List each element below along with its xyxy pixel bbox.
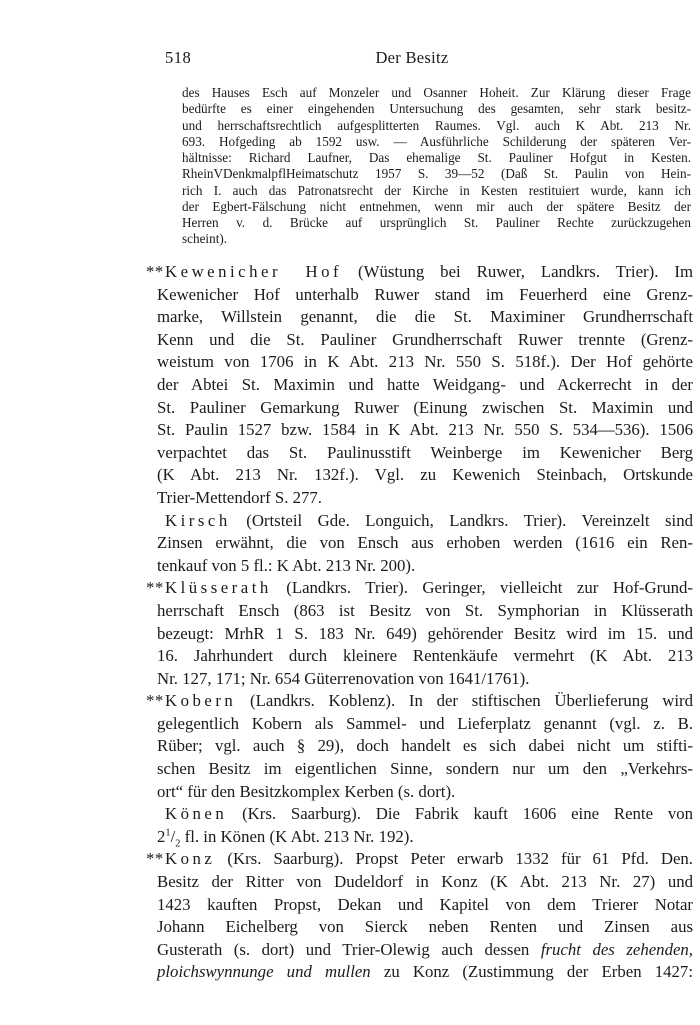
- text-segment: Besitz der Ritter von Dudeldorf in Konz (K Abt. 213 Nr. 27) und: [157, 872, 693, 892]
- text-segment: bezeugt: MrhR 1 S. 183 Nr. 649) gehörender Besitz wird im 15. und: [157, 623, 693, 643]
- text-line: [157, 600, 693, 623]
- text-segment: 1: [165, 827, 171, 839]
- text-segment: (Krs. Saarburg). Propst Peter erwarb 1332 für 61 Pfd. Den.: [215, 849, 693, 869]
- text-segment: St. Pauliner Gemarkung Ruwer (Einung zwischen St. Maximin und: [157, 397, 693, 417]
- text-line: [182, 215, 691, 231]
- text-line: [157, 916, 693, 939]
- text-segment: 2: [157, 826, 166, 846]
- text-line: [157, 668, 693, 691]
- text-line: [157, 510, 693, 533]
- text-segment: 693. Hofgeding ab 1592 usw. — Ausführliche Schilderung der späteren Ver-: [182, 133, 691, 149]
- text-segment: der Egbert-Fälschung nicht entnehmen, wenn mir auch der spätere Besitz der: [182, 198, 691, 214]
- text-segment: fl. in Könen (K Abt. 213 Nr. 192).: [180, 826, 414, 846]
- text-segment: Trier-Mettendorf S. 277.: [157, 487, 322, 507]
- text-segment: rich I. auch das Patronatsrecht der Kirche in Kesten restituiert wurde, kann ich: [182, 182, 691, 198]
- text-line: [157, 623, 693, 646]
- text-line: [157, 442, 693, 465]
- text-segment: ploichswynnunge und mullen: [157, 962, 371, 982]
- text-line: [157, 803, 693, 826]
- text-line: [157, 735, 693, 758]
- text-line: [157, 758, 693, 781]
- text-segment: schen Besitz im eigentlichen Sinne, sondern nur um den „Verkehrs-: [157, 759, 693, 779]
- text-segment: RheinVDenkmalpflHeimatschutz 1957 S. 39—52 (Daß St. Paulin von Hein-: [182, 166, 691, 182]
- text-line: [182, 166, 691, 182]
- text-segment: (Krs. Saarburg). Die Fabrik kauft 1606 eine Rente von: [227, 804, 693, 824]
- text-line: [182, 183, 691, 199]
- entry-name: Kobern: [165, 691, 237, 711]
- text-line: [157, 826, 693, 849]
- text-segment: und herrschaftsrechtlich aufgesplitterten Raumes. Vgl. auch K Abt. 213 Nr.: [182, 117, 691, 133]
- text-line: [157, 487, 693, 510]
- text-segment: ort“ für den Besitzkomplex Kerben (s. dort).: [157, 781, 456, 801]
- entry-konz: [146, 848, 693, 984]
- page-header: [157, 48, 693, 67]
- text-segment: bedürfte es einer eingehenden Untersuchung des gesamten, sehr stark besitz-: [182, 101, 691, 117]
- text-segment: der Abtei St. Maximin und hatte Weidgang- und Ackerrecht in der: [157, 374, 693, 394]
- text-segment: herrschaft Ensch (863 ist Besitz von St. Symphorian in Klüsserath: [157, 600, 693, 620]
- text-segment: 1423 kauften Propst, Dekan und Kapitel von dem Trierer Notar: [157, 894, 693, 914]
- entry-kirsch: [157, 510, 693, 578]
- text-segment: Herren v. d. Brücke auf ursprünglich St. Pauliner Rechte zurückzugehen: [182, 215, 691, 230]
- text-line: [157, 306, 693, 329]
- text-line: [157, 374, 693, 397]
- text-segment: Gusterath (s. dort) und Trier-Olewig auch dessen: [157, 939, 541, 959]
- entry-kobern: [146, 690, 693, 803]
- text-segment: Rüber; vgl. auch § 29), doch handelt es sich dabei nicht um stifti-: [157, 736, 693, 756]
- text-line: [157, 848, 693, 871]
- text-line: [157, 464, 693, 487]
- entries-section: [146, 261, 693, 984]
- text-segment: tenkauf von 5 fl.: K Abt. 213 Nr. 200).: [157, 555, 416, 575]
- text-segment: des Hauses Esch auf Monzeler und Osanner Hoheit. Zur Klärung dieser Frage: [182, 85, 691, 100]
- entry-name: Kewenicher Hof: [165, 262, 343, 281]
- text-line: [157, 961, 693, 984]
- text-line: [157, 351, 693, 374]
- text-line: [182, 101, 691, 117]
- text-line: [157, 690, 693, 713]
- text-line: [157, 397, 693, 420]
- text-segment: 16. Jahrhundert durch kleinere Rentenkäufe vermehrt (K Abt. 213: [157, 646, 693, 666]
- text-segment: Johann Eichelberg von Sierck neben Renten und Zinsen aus: [157, 917, 693, 937]
- text-line: [157, 284, 693, 307]
- text-segment: (Wüstung bei Ruwer, Landkrs. Trier). Im: [342, 262, 693, 281]
- text-line: [157, 555, 693, 578]
- text-segment: frucht des zehenden,: [540, 939, 693, 959]
- entry-name: Könen: [165, 804, 228, 824]
- entry-marker: **: [146, 691, 164, 711]
- text-line: [157, 532, 693, 555]
- text-segment: marke, Willstein genannt, die die St. Maximiner Grundherrschaft: [157, 307, 693, 327]
- text-segment: weistum von 1706 in K Abt. 213 Nr. 550 S. 518f.). Der Hof gehörte: [157, 352, 693, 372]
- entry-name: Konz: [165, 849, 216, 869]
- text-segment: Kewenicher Hof unterhalb Ruwer stand im Feuerherd eine Grenz-: [157, 284, 693, 304]
- text-line: [182, 150, 691, 166]
- text-line: [182, 199, 691, 215]
- entry-marker: **: [146, 849, 164, 869]
- text-line: [157, 577, 693, 600]
- entry-marker: **: [146, 578, 164, 598]
- text-line: [157, 713, 693, 736]
- text-line: [157, 645, 693, 668]
- text-line: [182, 134, 691, 150]
- text-line: [182, 231, 691, 247]
- text-segment: (Ortsteil Gde. Longuich, Landkrs. Trier). Vereinzelt sind: [230, 510, 693, 530]
- entry-marker: **: [146, 262, 164, 281]
- page-number: 518: [165, 48, 192, 67]
- text-segment: verpachtet das St. Paulinusstift Weinberge im Kewenicher Berg: [157, 442, 693, 462]
- text-line: [182, 118, 691, 134]
- text-segment: (K Abt. 213 Nr. 132f.). Vgl. zu Kewenich Steinbach, Ortskunde: [157, 465, 693, 485]
- entry-koenen: [157, 803, 693, 848]
- entry-name: Klüsserath: [165, 578, 272, 598]
- text-segment: Nr. 127, 171; Nr. 654 Güterrenovation von 1641/1761).: [157, 668, 530, 688]
- text-segment: 2: [175, 838, 181, 850]
- text-segment: gelegentlich Kobern als Sammel- und Lieferplatz genannt (vgl. z. B.: [157, 713, 693, 733]
- text-segment: (Landkrs. Koblenz). In der stiftischen Überlieferung wird: [236, 691, 693, 711]
- text-line: [157, 329, 693, 352]
- text-segment: /: [170, 826, 176, 846]
- entry-kewenicher-hof: [146, 261, 693, 510]
- text-segment: St. Paulin 1527 bzw. 1584 in K Abt. 213 Nr. 550 S. 534—536). 1506: [157, 420, 693, 440]
- footnote-paragraph: [182, 85, 691, 248]
- text-segment: Kenn und die St. Pauliner Grundherrschaft Ruwer trennte (Grenz-: [157, 329, 693, 349]
- text-segment: (Landkrs. Trier). Geringer, vielleicht zur Hof-Grund-: [271, 578, 693, 598]
- text-line: [157, 894, 693, 917]
- page-title: Der Besitz: [375, 48, 449, 67]
- text-line: [157, 419, 693, 442]
- text-segment: hältnisse: Richard Laufner, Das ehemalige St. Pauliner Hofgut in Kesten.: [182, 150, 691, 165]
- text-segment: Zinsen erwähnt, die von Ensch aus erhoben werden (1616 ein Ren-: [157, 533, 693, 553]
- text-segment: zu Konz (Zustimmung der Erben 1427:: [370, 962, 693, 982]
- entry-name: Kirsch: [165, 510, 231, 530]
- text-line: [157, 261, 693, 284]
- entry-kluesserath: [146, 577, 693, 690]
- text-line: [157, 939, 693, 962]
- text-line: [157, 781, 693, 804]
- text-segment: scheint).: [182, 231, 228, 247]
- text-line: [157, 871, 693, 894]
- text-line: [182, 85, 691, 101]
